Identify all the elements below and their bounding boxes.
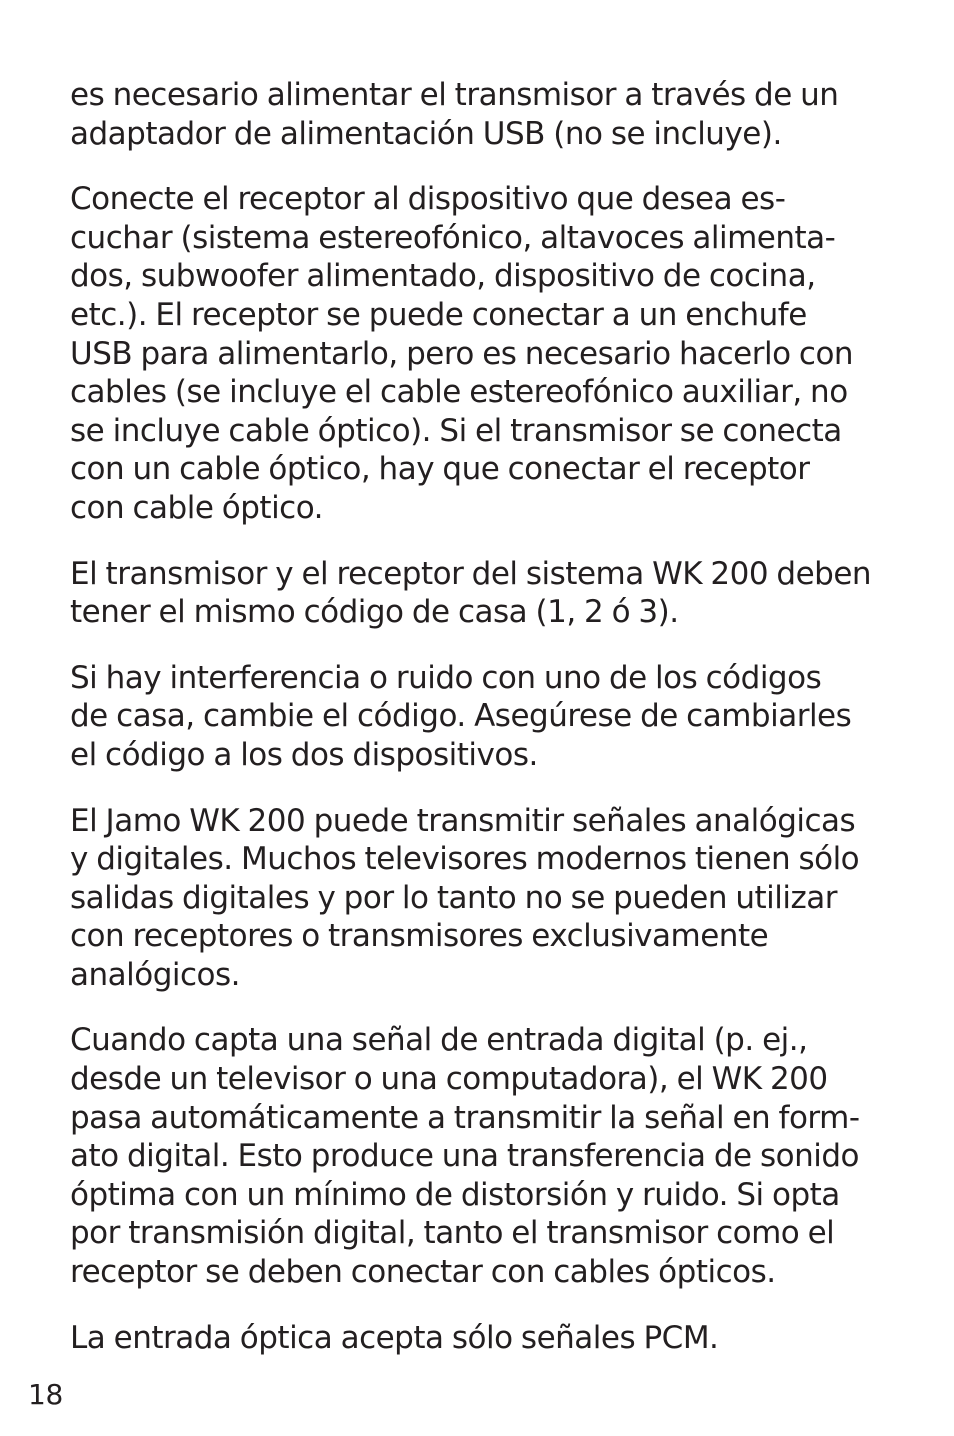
paragraph-digital-input: Cuando capta una señal de entrada digital (p. ej., desde un televisor o una computadora), el WK 200 pasa automáticamente a transmitir la señal en form- ato digital. Esto produce una transferencia de sonido óptima con un mínimo de distorsión y ruido. Si opta por transmisión digital, tanto el transmisor como el receptor se deben conectar con cables ópticos. bbox=[70, 1022, 860, 1291]
paragraph-power-adapter: es necesario alimentar el transmisor a través de un adaptador de alimentación USB (no se incluye). bbox=[70, 77, 839, 152]
page-number: 18 bbox=[28, 1378, 64, 1411]
paragraph-house-code: El transmisor y el receptor del sistema WK 200 deben tener el mismo código de casa (1, 2 ó 3). bbox=[70, 555, 872, 631]
page-body bbox=[70, 76, 930, 1384]
paragraph-pcm-only: La entrada óptica acepta sólo señales PCM. bbox=[70, 1319, 719, 1356]
paragraph-analog-digital: El Jamo WK 200 puede transmitir señales analógicas y digitales. Muchos televisores modernos tienen sólo salidas digitales y por lo tanto no se pueden utilizar con receptores o transmisores exclusivamente analógicos. bbox=[70, 802, 860, 993]
paragraph-interference: Si hay interferencia o ruido con uno de los códigos de casa, cambie el código. Asegúrese de cambiarles el código a los dos dispositivos. bbox=[70, 659, 852, 773]
paragraph-connect-receiver: Conecte el receptor al dispositivo que desea es- cuchar (sistema estereofónico, altavoces alimenta- dos, subwoofer alimentado, dispositivo de cocina, etc.). El receptor se puede conectar a un enchufe USB para alimentarlo, pero es necesario hacerlo con cables (se incluye el cable estereofónico auxiliar, no se incluye cable óptico). Si el transmisor se conecta con un cable óptico, hay que conectar el receptor con cable óptico. bbox=[70, 181, 854, 526]
